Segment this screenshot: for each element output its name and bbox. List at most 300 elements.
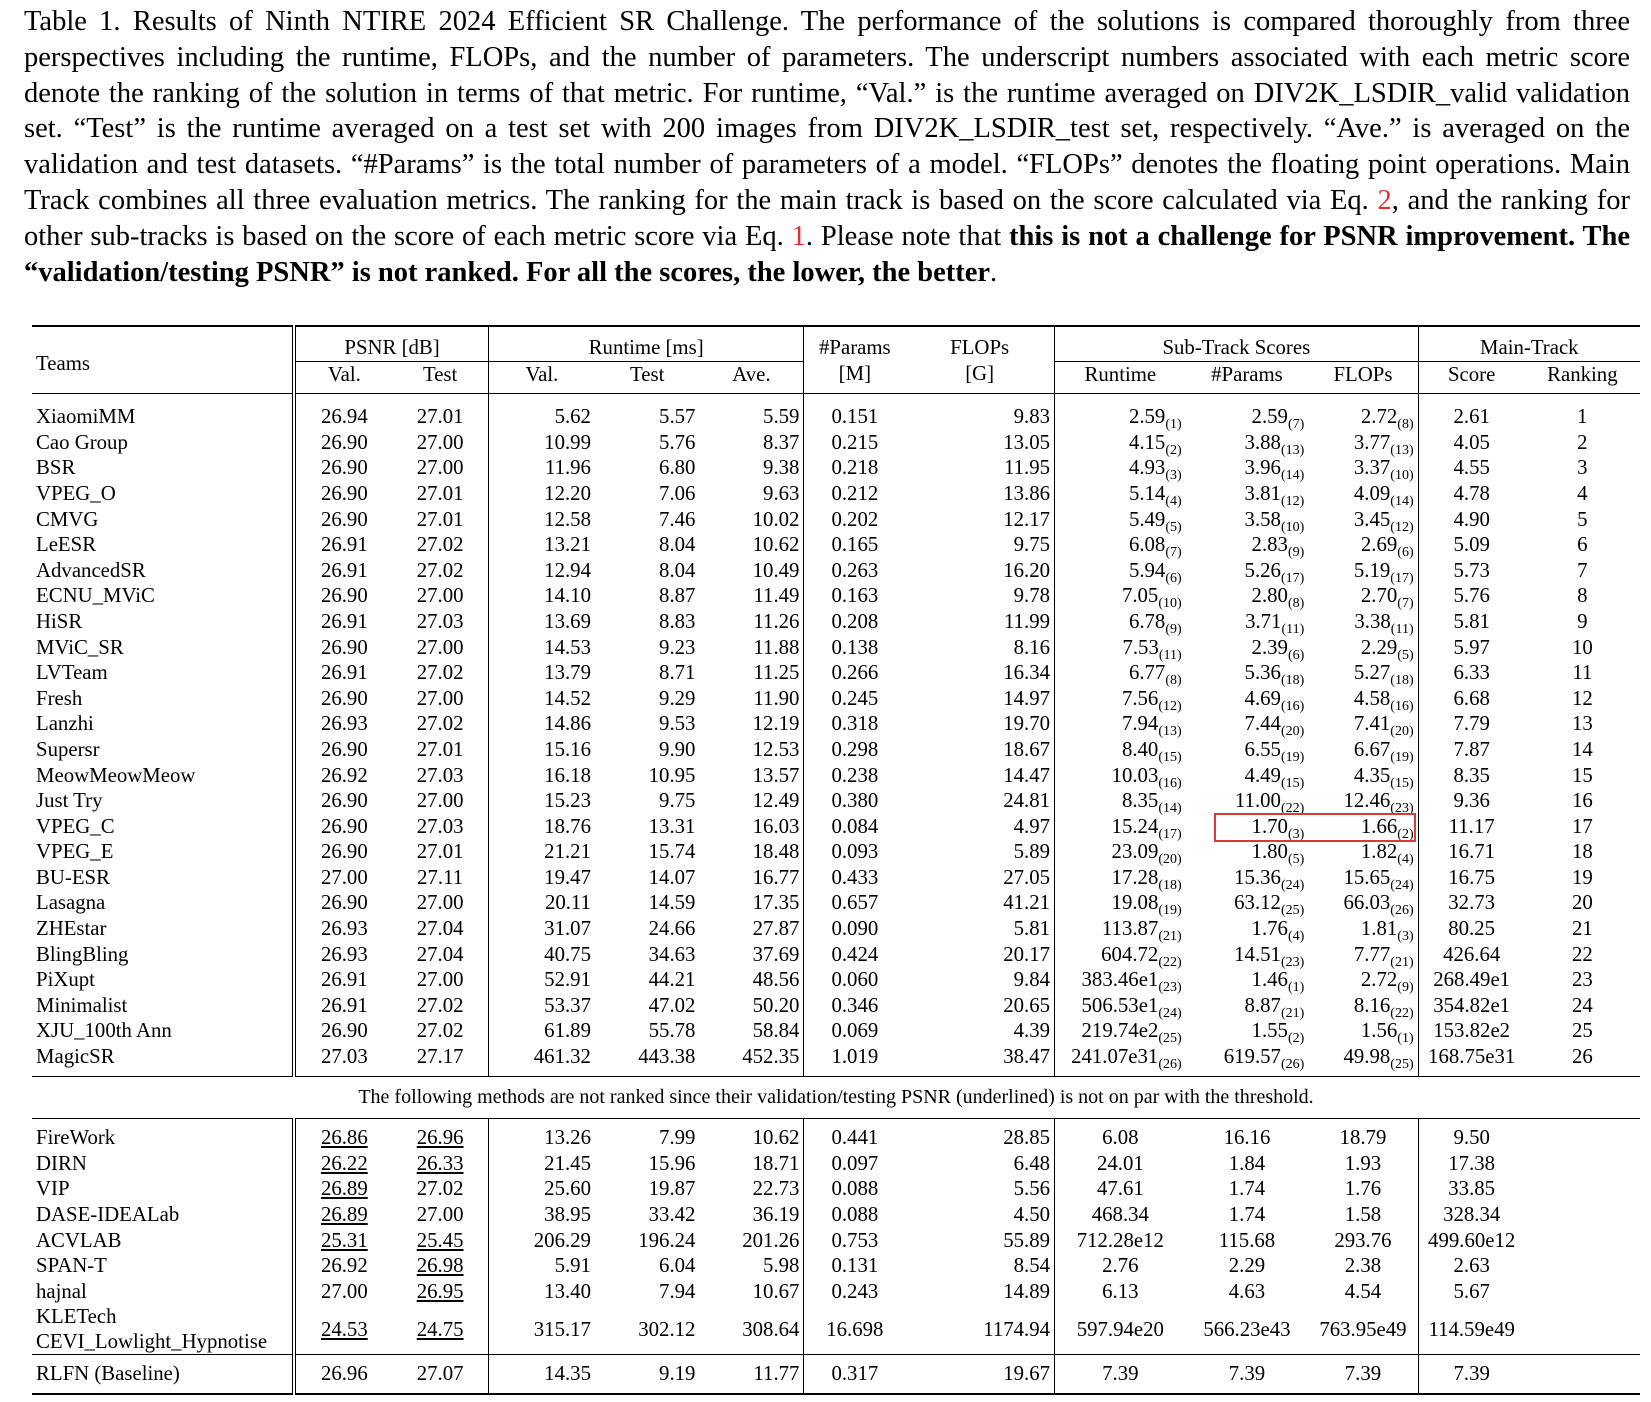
params-value: 0.088	[831, 1177, 879, 1201]
flops-value: 4.97	[905, 814, 1054, 840]
subtrack-params	[1186, 839, 1309, 868]
subtrack-params-rank: (6)	[1287, 647, 1305, 663]
psnr-val: 27.00	[320, 865, 368, 889]
runtime-test: 8.87	[659, 584, 696, 608]
subtrack-params: 566.23e43	[1203, 1317, 1291, 1341]
eq-ref-2[interactable]: 2	[1377, 184, 1392, 216]
header-flops-unit: [G]	[905, 361, 1054, 394]
runtime-val: 206.29	[533, 1228, 591, 1252]
subtrack-runtime-value: 5.94	[1128, 558, 1166, 582]
header-ranking: Ranking	[1547, 362, 1618, 386]
team-name: SPAN-T	[32, 1253, 294, 1279]
main-score: 80.25	[1448, 917, 1496, 941]
main-score: 9.50	[1453, 1126, 1490, 1150]
team-name: Just Try	[32, 788, 294, 814]
runtime-ave: 10.67	[699, 1279, 804, 1305]
params-value: 0.215	[831, 430, 879, 454]
subtrack-runtime: 7.39	[1055, 1355, 1186, 1394]
subtrack-runtime	[1055, 839, 1186, 868]
main-score: 153.82e2	[1433, 1019, 1511, 1043]
params-value: 0.318	[831, 712, 879, 736]
subtrack-params	[1186, 430, 1309, 456]
subtrack-runtime	[1055, 609, 1186, 635]
subtrack-params-value: 5.26	[1244, 558, 1281, 582]
params-value: 0.218	[831, 456, 879, 480]
subtrack-params-value: 1.80	[1251, 840, 1288, 864]
main-ranking: 12	[1571, 686, 1593, 710]
subtrack-params	[1186, 814, 1309, 840]
subtrack-flops-value: 8.16	[1353, 993, 1391, 1017]
subtrack-params	[1186, 788, 1309, 817]
table-row	[32, 967, 1640, 993]
runtime-val: 13.79	[544, 661, 591, 685]
subtrack-params-rank: (2)	[1287, 1031, 1305, 1047]
table-row	[32, 558, 1640, 584]
main-ranking: 10	[1571, 635, 1593, 659]
flops-value: 28.85	[905, 1119, 1054, 1151]
main-score: 6.33	[1453, 661, 1490, 685]
subtrack-flops-rank: (12)	[1390, 519, 1414, 535]
subtrack-flops-rank: (19)	[1390, 749, 1414, 765]
team-name: Lanzhi	[32, 711, 294, 737]
runtime-test: 7.94	[659, 1279, 696, 1303]
table-row	[32, 660, 1640, 686]
psnr-val: 26.92	[320, 1254, 368, 1278]
params-value: 0.317	[804, 1355, 905, 1394]
subtrack-params-rank: (17)	[1280, 570, 1305, 586]
subtrack-params	[1186, 1018, 1309, 1047]
runtime-test: 6.04	[659, 1254, 696, 1278]
runtime-test: 14.07	[648, 865, 696, 889]
team-name: VPEG_O	[32, 481, 294, 507]
subtrack-runtime: 47.61	[1096, 1177, 1144, 1201]
team-name: hajnal	[32, 1279, 294, 1305]
flops-value: 19.70	[905, 711, 1054, 737]
runtime-test: 8.71	[659, 661, 696, 685]
subtrack-params-rank: (16)	[1280, 698, 1305, 714]
subtrack-flops: 18.79	[1308, 1119, 1418, 1151]
flops-value: 16.20	[905, 558, 1054, 584]
main-score: 354.82e1	[1433, 993, 1511, 1017]
runtime-test: 15.96	[648, 1151, 696, 1175]
params-value: 0.151	[804, 394, 905, 430]
subtrack-params: 4.63	[1228, 1279, 1266, 1303]
main-ranking: 22	[1571, 942, 1593, 966]
psnr-test: 26.95	[392, 1279, 488, 1305]
subtrack-params-rank: (11)	[1281, 621, 1305, 637]
header-runtime-val: Val.	[525, 362, 559, 386]
runtime-ave: 18.71	[699, 1151, 804, 1177]
flops-value: 5.89	[905, 839, 1054, 865]
psnr-test: 27.04	[392, 916, 488, 942]
runtime-test: 8.04	[659, 533, 696, 557]
subtrack-runtime	[1055, 455, 1186, 484]
subtrack-params	[1186, 711, 1309, 740]
runtime-test: 5.57	[595, 394, 699, 430]
main-ranking: 7	[1577, 558, 1588, 582]
subtrack-runtime-value: 5.14	[1128, 481, 1166, 505]
main-score: 328.34	[1443, 1203, 1501, 1226]
subtrack-params-value: 619.57	[1223, 1045, 1281, 1069]
subtrack-runtime-rank: (1)	[1165, 417, 1182, 433]
subtrack-flops-rank: (10)	[1390, 468, 1414, 484]
main-score: 5.76	[1453, 584, 1490, 608]
team-name: RLFN (Baseline)	[32, 1355, 294, 1394]
subtrack-runtime-value: 7.05	[1121, 584, 1159, 608]
subtrack-params-rank: (12)	[1280, 493, 1305, 509]
subtrack-flops: 4.54	[1308, 1279, 1418, 1305]
main-score: 7.87	[1453, 737, 1490, 761]
runtime-val: 25.60	[544, 1177, 591, 1201]
subtrack-flops	[1308, 394, 1418, 433]
runtime-test: 5.76	[659, 430, 696, 454]
runtime-val: 16.18	[544, 763, 591, 787]
team-name: DIRN	[32, 1151, 294, 1177]
subtrack-params-value: 2.83	[1251, 533, 1288, 557]
team-name: MViC_SR	[32, 635, 294, 661]
runtime-test: 15.74	[648, 840, 696, 864]
psnr-test: 27.02	[392, 1176, 488, 1202]
subtrack-runtime	[1055, 890, 1186, 919]
subtrack-flops-value: 1.66	[1360, 814, 1398, 838]
subtrack-flops	[1308, 481, 1418, 507]
params-value: 0.163	[831, 584, 879, 608]
subtrack-params-value: 3.88	[1244, 430, 1281, 454]
subtrack-params-value: 7.44	[1244, 712, 1281, 736]
subtrack-params-rank: (3)	[1287, 826, 1305, 842]
runtime-test: 55.78	[648, 1019, 696, 1043]
subtrack-params	[1186, 916, 1309, 945]
subtrack-flops-value: 7.41	[1353, 712, 1391, 736]
main-ranking: 5	[1577, 507, 1588, 531]
subtrack-flops	[1308, 430, 1418, 456]
team-name: ECNU_MViC	[32, 583, 294, 609]
main-ranking: 26	[1571, 1045, 1593, 1069]
subtrack-runtime	[1055, 583, 1186, 612]
runtime-ave: 5.98	[699, 1253, 804, 1279]
main-score: 7.79	[1453, 712, 1490, 736]
subtrack-runtime	[1055, 967, 1186, 996]
subtrack-flops	[1308, 763, 1418, 789]
flops-value: 5.81	[905, 916, 1054, 942]
psnr-val: 27.03	[320, 1045, 368, 1069]
subtrack-flops	[1308, 583, 1418, 612]
subtrack-runtime	[1055, 558, 1186, 584]
psnr-test: 26.96	[392, 1119, 488, 1151]
table-row	[32, 1119, 1640, 1151]
header-flops: FLOPs	[905, 326, 1054, 361]
subtrack-runtime	[1055, 711, 1186, 740]
subtrack-params	[1186, 507, 1309, 533]
subtrack-flops	[1308, 660, 1418, 689]
runtime-ave: 37.69	[699, 942, 804, 968]
psnr-test: 27.00	[392, 788, 488, 814]
subtrack-runtime-value: 219.74e2	[1081, 1019, 1159, 1043]
subtrack-params	[1186, 635, 1309, 661]
psnr-val: 26.90	[320, 481, 368, 505]
subtrack-runtime-rank: (8)	[1165, 673, 1182, 689]
subtrack-flops-value: 2.72	[1360, 405, 1398, 429]
eq-ref-1[interactable]: 1	[791, 220, 806, 252]
runtime-ave: 22.73	[699, 1176, 804, 1202]
subtrack-params-rank: (25)	[1280, 903, 1305, 919]
caption-text-2: , and the ranking for other sub-tracks is based on the score of each metric score via Eq.	[24, 184, 1630, 252]
main-ranking: 4	[1577, 481, 1588, 505]
subtrack-params-rank: (9)	[1287, 545, 1305, 561]
subtrack-runtime-value: 5.49	[1128, 507, 1166, 531]
runtime-test: 9.29	[659, 686, 696, 710]
main-score: 268.49e1	[1433, 968, 1511, 992]
subtrack-runtime: 712.28e12	[1076, 1228, 1164, 1252]
baseline-body	[32, 1355, 1640, 1394]
psnr-test: 27.00	[392, 890, 488, 916]
subtrack-runtime	[1055, 916, 1186, 945]
table-row	[32, 814, 1640, 840]
subtrack-runtime	[1055, 763, 1186, 789]
subtrack-flops-rank: (18)	[1390, 673, 1414, 689]
flops-value: 9.78	[905, 583, 1054, 609]
runtime-test: 33.42	[648, 1203, 696, 1226]
subtrack-params-rank: (21)	[1280, 1005, 1305, 1021]
main-score: 4.90	[1453, 507, 1490, 531]
flops-value: 4.39	[905, 1018, 1054, 1044]
subtrack-flops-value: 5.27	[1353, 661, 1391, 685]
subtrack-runtime	[1055, 788, 1186, 817]
table-row	[32, 609, 1640, 635]
runtime-val: 20.11	[544, 891, 591, 915]
subtrack-flops-rank: (24)	[1390, 877, 1414, 893]
params-value: 0.380	[831, 789, 879, 813]
runtime-val: 12.20	[544, 481, 591, 505]
subtrack-params-rank: (26)	[1280, 1057, 1305, 1073]
main-ranking: 18	[1571, 840, 1593, 864]
main-score: 426.64	[1443, 942, 1501, 966]
runtime-val: 21.45	[544, 1151, 591, 1175]
subtrack-flops-value: 7.77	[1353, 942, 1391, 966]
subtrack-params	[1186, 890, 1309, 919]
subtrack-runtime-rank: (7)	[1165, 545, 1182, 561]
main-ranking: 16	[1571, 789, 1593, 813]
header-psnr: PSNR [dB]	[294, 326, 488, 361]
psnr-val: 26.96	[294, 1355, 392, 1394]
subtrack-runtime-rank: (11)	[1158, 647, 1182, 663]
subtrack-params	[1186, 763, 1309, 789]
subtrack-params-rank: (14)	[1280, 468, 1305, 484]
subtrack-runtime-rank: (3)	[1165, 468, 1182, 484]
psnr-val: 26.90	[320, 891, 368, 915]
runtime-ave: 10.02	[699, 507, 804, 533]
runtime-ave: 16.03	[699, 814, 804, 840]
team-name: Supersr	[32, 737, 294, 763]
subtrack-runtime-rank: (9)	[1165, 621, 1182, 637]
subtrack-params-rank: (1)	[1287, 980, 1305, 996]
table-row	[32, 1018, 1640, 1044]
subtrack-params-rank: (22)	[1280, 801, 1305, 817]
runtime-ave: 11.25	[699, 660, 804, 686]
psnr-val: 26.22	[320, 1151, 368, 1175]
subtrack-runtime-rank: (20)	[1158, 852, 1182, 868]
team-name: XJU_100th Ann	[32, 1018, 294, 1044]
runtime-ave: 48.56	[699, 967, 804, 993]
subtrack-flops-rank: (4)	[1397, 852, 1414, 868]
psnr-val: 25.31	[320, 1228, 368, 1252]
runtime-ave: 36.19	[699, 1202, 804, 1228]
flops-value: 14.47	[905, 763, 1054, 789]
subtrack-params: 2.29	[1228, 1254, 1266, 1278]
main-ranking: 11	[1572, 661, 1593, 685]
runtime-test: 9.19	[595, 1355, 699, 1394]
runtime-val: 13.40	[544, 1279, 591, 1303]
runtime-val: 14.53	[544, 635, 591, 659]
runtime-ave: 11.77	[699, 1355, 804, 1394]
subtrack-params-value: 15.36	[1234, 865, 1281, 889]
subtrack-params-value: 3.58	[1244, 507, 1281, 531]
psnr-test: 27.02	[392, 711, 488, 737]
psnr-test: 27.17	[392, 1044, 488, 1076]
subtrack-flops	[1308, 942, 1418, 968]
runtime-ave: 9.38	[699, 455, 804, 481]
subtrack-flops-value: 3.45	[1353, 507, 1391, 531]
subtrack-flops	[1308, 532, 1418, 561]
subtrack-params-rank: (13)	[1280, 442, 1305, 458]
table-row	[32, 430, 1640, 456]
params-value: 0.097	[831, 1151, 879, 1175]
subtrack-flops	[1308, 609, 1418, 635]
subtrack-runtime-value: 113.87	[1101, 917, 1159, 941]
subtrack-flops-rank: (14)	[1390, 493, 1414, 509]
main-score: 33.85	[1448, 1177, 1496, 1201]
main-score: 7.39	[1418, 1355, 1525, 1394]
subtrack-flops-value: 3.38	[1354, 609, 1391, 633]
subtrack-runtime-value: 8.35	[1121, 789, 1159, 813]
caption-bold-note: this is not a challenge for PSNR improvement. The “validation/testing PSNR” is not ranked. For all the scores, the lower, the better	[24, 220, 1630, 288]
main-ranking: 19	[1571, 865, 1593, 889]
main-score: 2.61	[1418, 394, 1525, 430]
team-name: LVTeam	[32, 660, 294, 686]
subtrack-params: 1.74	[1228, 1203, 1266, 1226]
flops-value: 9.83	[905, 394, 1054, 430]
subtrack-params	[1186, 737, 1309, 763]
params-value: 0.346	[831, 993, 879, 1017]
subtrack-flops: 1.58	[1308, 1202, 1418, 1228]
table-row	[32, 532, 1640, 558]
subtrack-flops-value: 3.77	[1353, 430, 1391, 454]
header-maintrack: Main-Track	[1418, 326, 1640, 361]
subtrack-runtime	[1055, 737, 1186, 763]
team-name: Fresh	[32, 686, 294, 712]
subtrack-flops	[1308, 711, 1418, 740]
params-value: 0.090	[831, 917, 879, 941]
subtrack-params	[1186, 993, 1309, 1019]
table-row	[32, 737, 1640, 763]
psnr-test: 27.00	[392, 455, 488, 481]
subtrack-runtime-rank: (22)	[1158, 954, 1182, 970]
caption-text-3: . Please note that	[805, 220, 1010, 252]
subtrack-runtime-rank: (6)	[1165, 570, 1182, 586]
subtrack-runtime-value: 8.40	[1121, 737, 1159, 761]
main-score: 5.09	[1453, 533, 1490, 557]
team-name: VPEG_E	[32, 839, 294, 865]
ranked-body	[32, 394, 1640, 1076]
flops-value: 5.56	[905, 1176, 1054, 1202]
subtrack-params	[1186, 455, 1309, 484]
subtrack-params	[1186, 942, 1309, 968]
runtime-val: 5.91	[554, 1254, 591, 1278]
team-name: VIP	[32, 1176, 294, 1202]
table-row	[32, 942, 1640, 968]
main-score: 5.73	[1453, 558, 1490, 582]
runtime-ave: 5.59	[699, 394, 804, 430]
subtrack-flops	[1308, 1044, 1418, 1076]
subtrack-flops-rank: (7)	[1397, 596, 1414, 612]
main-ranking: 8	[1577, 584, 1588, 608]
params-value: 0.212	[831, 481, 879, 505]
params-value: 0.238	[831, 763, 879, 787]
psnr-val: 26.91	[320, 968, 368, 992]
subtrack-runtime-value: 6.78	[1128, 609, 1166, 633]
subtrack-runtime	[1055, 686, 1186, 712]
psnr-val: 26.91	[320, 993, 368, 1017]
psnr-test: 27.02	[392, 532, 488, 558]
psnr-test: 27.03	[392, 609, 488, 635]
team-name: BSR	[32, 455, 294, 481]
runtime-test: 302.12	[638, 1317, 696, 1341]
main-ranking	[1525, 1253, 1640, 1279]
subtrack-runtime	[1055, 865, 1186, 891]
subtrack-flops	[1308, 635, 1418, 661]
subtrack-flops-value: 2.29	[1360, 635, 1398, 659]
runtime-test: 7.46	[659, 507, 696, 531]
runtime-val: 14.35	[488, 1355, 595, 1394]
flops-value: 27.05	[905, 865, 1054, 891]
subtrack-runtime-rank: (18)	[1158, 877, 1182, 893]
subtrack-flops-value: 5.19	[1353, 558, 1391, 582]
runtime-ave: 308.64	[699, 1304, 804, 1355]
subtrack-flops-rank: (5)	[1397, 647, 1414, 663]
subtrack-params-value: 2.39	[1251, 635, 1288, 659]
subtrack-runtime-value: 2.59	[1128, 405, 1166, 429]
psnr-test: 27.01	[392, 737, 488, 763]
psnr-val: 26.90	[320, 635, 368, 659]
subtrack-params	[1186, 394, 1309, 433]
subtrack-params	[1186, 532, 1309, 561]
runtime-ave: 8.37	[699, 430, 804, 456]
subtrack-params-value: 4.49	[1244, 763, 1281, 787]
runtime-val: 21.21	[544, 840, 591, 864]
psnr-val: 26.89	[320, 1203, 368, 1226]
header-st-runtime: Runtime	[1084, 362, 1157, 386]
subtrack-flops: 7.39	[1308, 1355, 1418, 1394]
main-ranking: 20	[1571, 891, 1593, 915]
header-params-unit: [M]	[838, 362, 872, 386]
main-score: 4.55	[1453, 456, 1490, 480]
psnr-test: 27.00	[392, 635, 488, 661]
runtime-ave: 9.63	[699, 481, 804, 507]
runtime-test: 19.87	[648, 1177, 696, 1201]
subtrack-runtime-rank: (21)	[1158, 929, 1182, 945]
main-ranking: 24	[1571, 993, 1593, 1017]
psnr-test: 27.04	[392, 942, 488, 968]
params-value: 0.088	[831, 1203, 879, 1226]
subtrack-runtime-rank: (13)	[1158, 724, 1182, 740]
main-ranking	[1525, 1202, 1640, 1228]
runtime-test: 47.02	[648, 993, 696, 1017]
subtrack-runtime	[1055, 814, 1186, 840]
subtrack-runtime-value: 241.07e31	[1071, 1045, 1159, 1069]
psnr-test: 27.02	[392, 993, 488, 1019]
subtrack-flops-rank: (15)	[1390, 775, 1414, 791]
psnr-val: 26.91	[320, 533, 368, 557]
